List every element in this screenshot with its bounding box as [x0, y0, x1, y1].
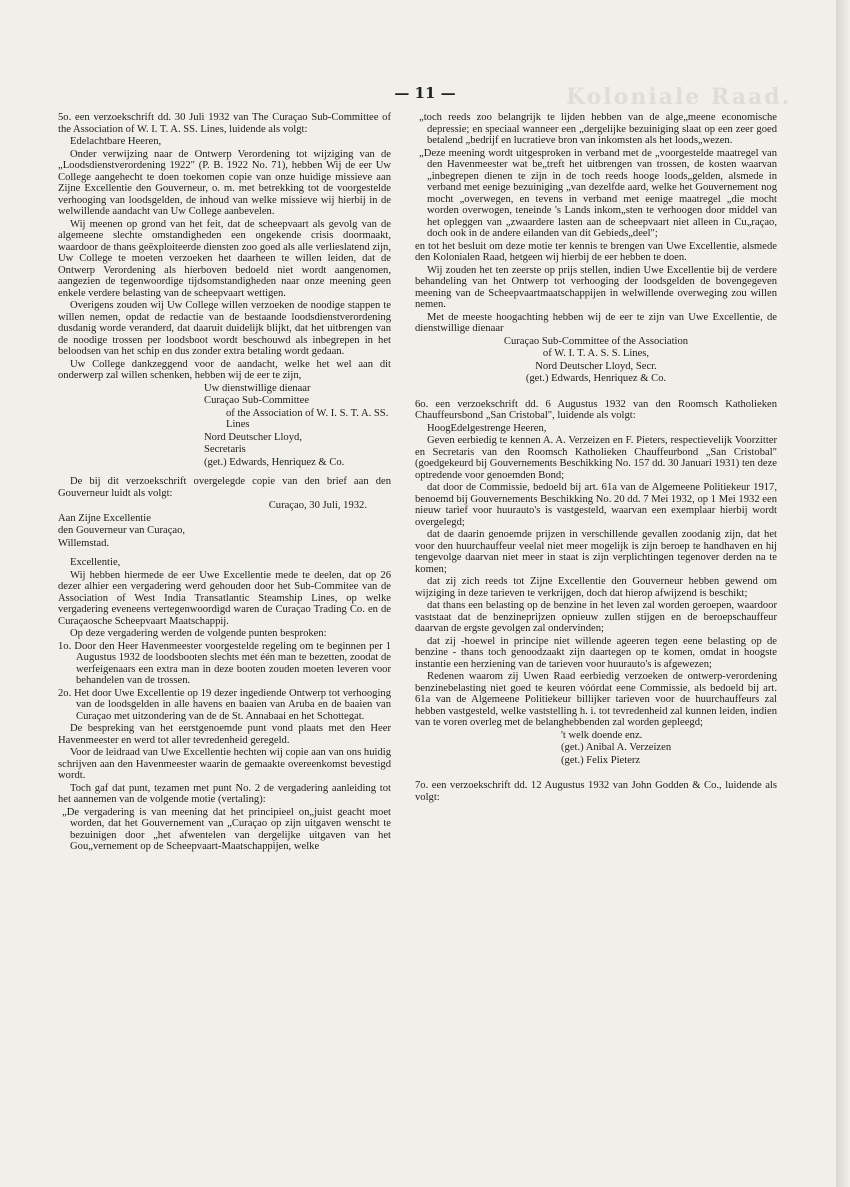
- paragraph: [58, 469, 391, 475]
- paragraph: HoogEdelgestrenge Heeren,: [427, 422, 547, 434]
- paragraph: Wij zouden het ten zeerste op prijs stellen, indien Uwe Excellentie bij de verdere behandeling van het Ontwerp tot verhooging der loodsgelden de bovengegeven meening van de Scheepvaartmaatschappijen in welwillende overweging zou willen nemen.: [415, 264, 777, 310]
- paragraph: Voor de leidraad van Uwe Excellentie hechten wij copie aan van ons huidig schrijven aan den Havenmeester waarin de gemaakte overeenkomst bevestigd wordt.: [58, 747, 391, 781]
- paragraph: 6o. een verzoekschrift dd. 6 Augustus 1932 van den Roomsch Katholieken Chauffeursbond „San Cristobal", luidende als volgt:: [415, 398, 777, 421]
- paragraph: De bespreking van het eerstgenoemde punt vond plaats met den Heer Havenmeester en werd tot aller tevredenheid geregeld.: [58, 723, 391, 746]
- paragraph: dat zij -hoewel in principe niet willende ageeren tegen eene belasting op de benzine - thans toch genoodzaakt zijn daartegen op te komen, omdat in hoogste instantie een herziening van de tarieven voor huurauto's is afgewezen;: [415, 635, 777, 670]
- paragraph: Overigens zouden wij Uw College willen verzoeken de noodige stappen te willen nemen, opdat de redactie van de bestaande loodsdienstverordening dusdanig worde veranderd, dat daaruit duidelijk blijkt, dat het uitbrengen van de noodige trossen per loodsboot wordt beschouwd als inbegrepen in het beloodsen van het schip en dus zonder extra betaling wordt gedaan.: [58, 300, 391, 357]
- paragraph: 't welk doende enz.: [561, 729, 643, 741]
- paragraph: of the Association of W. I. S. T. A. SS. Lines: [226, 407, 389, 430]
- paragraph: De bij dit verzoekschrift overgelegde copie van den brief aan den Gouverneur luidt als volgt:: [58, 476, 391, 499]
- paragraph: 1o. Door den Heer Havenmeester voorgestelde regeling om te beginnen per 1 Augustus 1932 de loodsbooten slechts met één man te bezetten, zoodat de werfeigenaars een extra man in deze booten zouden moeten leveren voor behandelen van de trossen.: [58, 640, 391, 686]
- paragraph: dat door de Commissie, bedoeld bij art. 61a van de Algemeene Politiekeur 1917, benoemd bij Gouvernements Beschikking No. 20 dd. 7 Mei 1932, op 1 Mei 1932 een nieuw tarief voor huurauto's is vastgesteld, waarvan een exemplaar hierbij wordt overgelegd;: [415, 482, 777, 528]
- paragraph: Curaçao, 30 Juli, 1932.: [268, 500, 367, 511]
- paragraph: (get.) Edwards, Henriquez & Co.: [525, 373, 667, 384]
- paragraph: Willemstad.: [58, 537, 110, 549]
- paragraph: en tot het besluit om deze motie ter kennis te brengen van Uwe Excellentie, alsmede den Kolonialen Raad, hetgeen wij hierbij de eer hebben te doen.: [415, 240, 777, 263]
- paragraph: Curaçao Sub-Committee: [204, 395, 310, 406]
- paragraph: Toch gaf dat punt, tezamen met punt No. 2 de vergadering aanleiding tot het aannemen van de volgende motie (vertaling):: [58, 782, 391, 805]
- paragraph: Uw College dankzeggend voor de aandacht, welke het wel aan dit onderwerp zal willen schenken, hebben wij de eer te zijn,: [58, 358, 391, 381]
- paragraph: Wij hebben hiermede de eer Uwe Excellentie mede te deelen, dat op 26 dezer alhier een vergadering werd gehouden door het Sub-Commitee van de Association of West India Transatlantic Steamship Lines, op welke vergadering eveneens vertegenwoordigd waren de Curaçao Trading Co. en de Curaçaosche Scheepvaart Maatschappij.: [58, 569, 391, 627]
- left-column: [58, 112, 391, 854]
- paragraph: of W. I. T. A. S. S. Lines,: [542, 348, 650, 359]
- bleed-through-header: Koloniale Raad.: [566, 84, 792, 110]
- paragraph: Curaçao Sub-Committee of the Association: [503, 335, 689, 347]
- page-number: — 11 —: [394, 84, 456, 102]
- paragraph: den Gouverneur van Curaçao,: [58, 525, 186, 536]
- paragraph: (get.) Anibal A. Verzeizen: [561, 742, 672, 753]
- paragraph: Onder verwijzing naar de Ontwerp Verordening tot wijziging van de „Loodsdienstverordening 1922" (P. B. 1922 No. 71), hebben Wij de eer Uw College aangehecht te doen toekomen copie van onze huidige missieve aan Zijne Excellentie den Gouverneur, o. m. met betrekking tot de voorgestelde verhooging van loodsgelden, de inhoud van welke missieve wij hierbij in de welwillende aandacht van Uw College aanbevelen.: [58, 148, 391, 217]
- paragraph: dat zij zich reeds tot Zijne Excellentie den Gouverneur hebben gewend om wijziging in deze tarieven te verkrijgen, doch dat hierop afwijzend is beschikt;: [415, 576, 777, 599]
- paragraph: 7o. een verzoekschrift dd. 12 Augustus 1932 van John Godden & Co., luidende als volgt:: [415, 780, 777, 803]
- paragraph: „Deze meening wordt uitgesproken in verband met de „voorgestelde maatregel van den Havenmeester wat be„treft het uitbrengen van trossen, de kosten waarvan „inbegrepen dienen te zijn in de toch reeds hooge loods„gelden, alsmede in verband met eenige bezuiniging „van dezelfde aard, welke het Gouvernement nog mocht „overwegen, en tevens in verband met eenige maatregel „die mocht worden overwogen, teneinde 's Lands inkom„sten te verhoogen door middel van het opleggen van „zwaardere lasten aan de scheepvaart niet alleen in Cu„raçao, doch ook in de andere eilanden van dit Gebieds„deel";: [419, 147, 777, 239]
- paragraph: 5o. een verzoekschrift dd. 30 Juli 1932 van The Curaçao Sub-Committee of the Association of W. I. T. A. SS. Lines, luidende als volgt:: [58, 112, 391, 135]
- paragraph: Met de meeste hoogachting hebben wij de eer te zijn van Uwe Excellentie, de dienstwillige dienaar: [415, 311, 777, 334]
- paragraph: Excellentie,: [70, 557, 121, 568]
- paragraph: „toch reeds zoo belangrijk te lijden hebben van de alge„meene economische depressie; en speciaal wanneer een „dergelijke bezuiniging slaat op een zeer goed betalend „bedrijf en lucratieve bron van inkomsten als het loods„wezen.: [419, 112, 777, 146]
- paragraph: Uw dienstwillige dienaar: [204, 382, 311, 394]
- paragraph: (get.) Felix Pieterz: [561, 754, 641, 766]
- paragraph: Redenen waarom zij Uwen Raad eerbiedig verzoeken de ontwerp-verordening benzinebelasting niet goed te keuren vóórdat eene Commissie, als bedoeld bij art. 61a van de Algemeene Politiekeur billijker tarieven voor de huurchauffeurs zal hebben vastgesteld, welke vaststelling h. i. tot tevredenheid zal kunnen leiden, indien van te voren overleg met de belanghebbenden zal worden gepleegd;: [415, 671, 777, 728]
- paragraph: Wij meenen op grond van het feit, dat de scheepvaart als gevolg van de algemeene slechte omstandigheden een ongekende crisis doormaakt, waardoor de thans geëxploiteerde diensten zoo goed als alle verlieslatend zijn, Uw College te moeten verzoeken het daarheen te willen leiden, dat de Ontwerp Verordening als hierboven bedoeld niet wordt aangenomen, aangezien de tegenwoordige tijdsomstandigheden naar onze meening geen enkele verdere belasting van de scheepvaart wettigen.: [58, 218, 391, 299]
- paragraph: Edelachtbare Heeren,: [70, 136, 162, 147]
- paragraph: Geven eerbiedig te kennen A. A. Verzeizen en F. Pieters, respectievelijk Voorzitter en Secretaris van den Roomsch Katholieken Chauffeurbond „San Cristobal" (goedgekeurd bij Gouvernements Beschikking No. 157 dd. 30 Januari 1931) ten deze optredende voor genoemden Bond;: [415, 435, 777, 481]
- right-column: [415, 112, 777, 804]
- paragraph: „De vergadering is van meening dat het principieel on„juist geacht moet worden, dat het Gouvernement van „Curaçao op zijn uitgaven wenscht te bezuinigen door „het afwentelen van dergelijke uitgaven van het Gou„vernement op de Scheepvaart-Maatschappijen, welke: [62, 806, 391, 852]
- paragraph: Op deze vergadering werden de volgende punten besproken:: [70, 628, 327, 639]
- page-edge: [836, 0, 850, 1187]
- paragraph: dat de daarin genoemde prijzen in verschillende gevallen zoodanig zijn, dat het voor den huurchauffeur veelal niet meer mogelijk is zijn beroep te handhaven en hij tengevolge daarvan niet meer in staat is zijn verplichtingen tegenover derden na te komen;: [415, 529, 777, 575]
- paragraph: dat thans een belasting op de benzine in het leven zal worden geroepen, waardoor vaststaat dat de benzineprijzen opnieuw zullen stijgen en de beroepschauffeur daarvan de ergste gevolgen zal ondervinden;: [415, 600, 777, 634]
- paragraph: Nord Deutscher Lloyd, Secr.: [535, 360, 657, 372]
- paragraph: Aan Zijne Excellentie: [58, 512, 151, 524]
- paragraph: (get.) Edwards, Henriquez & Co.: [204, 456, 345, 468]
- paragraph: Secretaris: [204, 444, 246, 455]
- paragraph: [415, 386, 777, 398]
- paragraph: [415, 767, 777, 779]
- paragraph: Nord Deutscher Lloyd,: [204, 431, 302, 443]
- paragraph: 2o. Het door Uwe Excellentie op 19 dezer ingediende Ontwerp tot verhooging van de loodsgelden in alle havens en baaien van Aruba en de baaien van Curaçao met uitzondering van de de St. Annabaai en het Schottegat.: [58, 687, 391, 722]
- paragraph: [58, 550, 391, 556]
